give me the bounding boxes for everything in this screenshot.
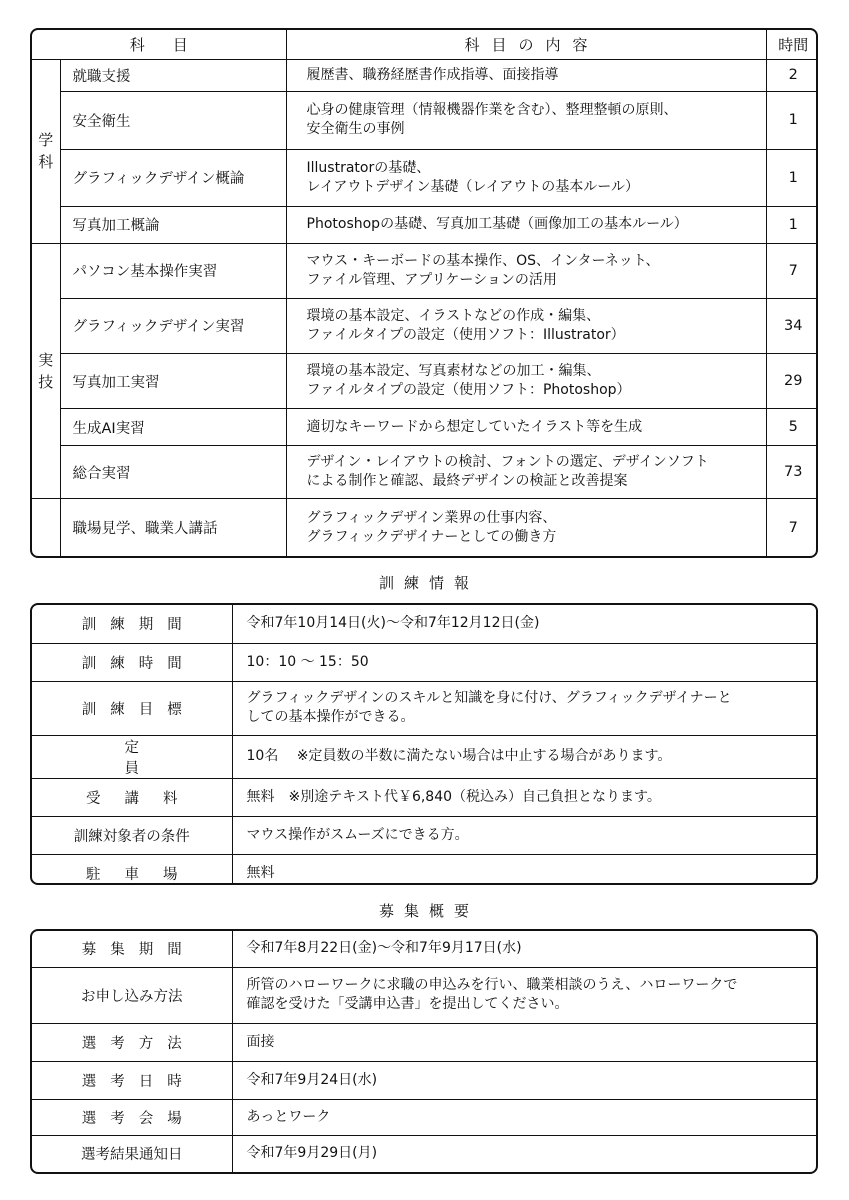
content-cell	[286, 354, 766, 409]
table-row	[32, 243, 818, 298]
training-section-title: 訓練情報	[378, 574, 479, 592]
table-row	[32, 643, 818, 681]
value-cell: マウス操作がスムーズにできる方。	[232, 816, 818, 854]
label-cell: 選考会場	[32, 1099, 232, 1135]
table-row	[32, 149, 818, 206]
content-line: マウス・キーボードの基本操作、OS、インターネット、	[306, 252, 660, 269]
hours-cell: 7	[766, 243, 818, 298]
table-row	[32, 59, 818, 92]
subject-cell: グラフィックデザイン概論	[60, 149, 286, 206]
hours-cell: 34	[766, 298, 818, 353]
subject-cell: 就職支援	[60, 59, 286, 92]
category-jitsugi-label: 実技	[38, 350, 54, 391]
table-row	[32, 92, 818, 149]
category-gakka	[32, 59, 60, 243]
label-cell: 訓練目標	[32, 681, 232, 735]
value-cell: 無料 ※別途テキスト代￥6,840（税込み）自己負担となります。	[232, 778, 818, 816]
content-line: Illustratorの基礎、	[306, 159, 431, 176]
value-cell: 面接	[232, 1023, 818, 1061]
category-jitsugi	[32, 243, 60, 499]
label-cell: 訓練期間	[32, 605, 232, 643]
table-row	[32, 854, 818, 885]
value-cell: 10：10 ～ 15：50	[232, 643, 818, 681]
content-cell: 履歴書、職務経歴書作成指導、面接指導	[286, 59, 766, 92]
content-line: グラフィックデザイナーとしての働き方	[306, 528, 557, 545]
value-cell: 令和7年9月24日(水)	[232, 1061, 818, 1099]
content-line: 環境の基本設定、写真素材などの加工・編集、	[306, 363, 601, 380]
content-line: デザイン・レイアウトの検討、フォントの選定、デザインソフト	[306, 454, 709, 471]
subject-cell: 総合実習	[60, 446, 286, 499]
subject-cell: パソコン基本操作実習	[60, 243, 286, 298]
label-cell: 訓練対象者の条件	[32, 816, 232, 854]
label-cell: 訓練時間	[32, 643, 232, 681]
label-cell: 選考方法	[32, 1023, 232, 1061]
content-cell: Photoshopの基礎、写真加工基礎（画像加工の基本ルール）	[286, 206, 766, 243]
label-cell: 駐車場	[32, 854, 232, 885]
label-cell: 受講料	[32, 778, 232, 816]
value-cell: 令和7年10月14日(火)～令和7年12月12日(金)	[232, 605, 818, 643]
recruitment-info-table	[30, 929, 818, 1174]
category-gakka-label: 学科	[38, 131, 54, 172]
content-line: ファイルタイプの設定（使用ソフト：Illustrator）	[306, 326, 625, 343]
subject-cell: 写真加工概論	[60, 206, 286, 243]
table-row	[32, 967, 818, 1023]
subject-cell: グラフィックデザイン実習	[60, 298, 286, 353]
table-row	[32, 1061, 818, 1099]
header-subject: 科目	[32, 30, 286, 59]
table-row	[32, 354, 818, 409]
content-line: による制作と確認、最終デザインの検証と改善提案	[306, 473, 628, 490]
hours-cell: 29	[766, 354, 818, 409]
table-row	[32, 1023, 818, 1061]
content-line: 心身の健康管理（情報機器作業を含む）、整理整頓の原則、	[306, 102, 678, 119]
curriculum-table	[30, 28, 818, 558]
value-cell: あっとワーク	[232, 1099, 818, 1135]
value-line: 所管のハローワークに求職の申込みを行い、職業相談のうえ、ハローワークで	[246, 977, 738, 993]
table-row	[32, 778, 818, 816]
table-row	[32, 816, 818, 854]
subject-cell: 職場見学、職業人講話	[60, 499, 286, 556]
curriculum-header-row	[32, 30, 818, 59]
subject-cell: 安全衛生	[60, 92, 286, 149]
header-content: 科目の内容	[286, 30, 766, 59]
label-cell: お申し込み方法	[32, 967, 232, 1023]
content-cell	[286, 298, 766, 353]
table-row	[32, 446, 818, 499]
content-line: 環境の基本設定、イラストなどの作成・編集、	[306, 307, 601, 324]
category-empty	[32, 499, 60, 556]
table-row	[32, 1099, 818, 1135]
recruitment-section-title: 募集概要	[378, 902, 479, 920]
content-cell: 適切なキーワードから想定していたイラスト等を生成	[286, 409, 766, 446]
content-line: レイアウトデザイン基礎（レイアウトの基本ルール）	[306, 178, 640, 195]
value-cell: 令和7年8月22日(金)～令和7年9月17日(水)	[232, 931, 818, 967]
table-row	[32, 499, 818, 556]
content-line: グラフィックデザイン業界の仕事内容、	[306, 509, 557, 526]
hours-cell: 1	[766, 206, 818, 243]
label-cell: 選考日時	[32, 1061, 232, 1099]
value-cell	[232, 967, 818, 1023]
content-line: ファイルタイプの設定（使用ソフト：Photoshop）	[306, 382, 631, 399]
value-line: 確認を受けた「受講申込書」を提出してください。	[246, 996, 569, 1012]
content-line: 安全衛生の事例	[306, 121, 405, 138]
table-row	[32, 681, 818, 735]
value-line: しての基本操作ができる。	[246, 709, 415, 725]
label-cell: 募集期間	[32, 931, 232, 967]
table-row	[32, 298, 818, 353]
table-row	[32, 1135, 818, 1172]
subject-cell: 生成AI実習	[60, 409, 286, 446]
content-cell	[286, 92, 766, 149]
hours-cell: 7	[766, 499, 818, 556]
table-row	[32, 735, 818, 778]
table-row	[32, 206, 818, 243]
content-cell	[286, 499, 766, 556]
hours-cell: 73	[766, 446, 818, 499]
value-cell	[232, 681, 818, 735]
value-line: グラフィックデザインのスキルと知識を身に付け、グラフィックデザイナーと	[246, 690, 732, 706]
hours-cell: 5	[766, 409, 818, 446]
table-row	[32, 605, 818, 643]
content-cell	[286, 243, 766, 298]
value-cell: 10名 ※定員数の半数に満たない場合は中止する場合があります。	[232, 735, 818, 778]
table-row	[32, 931, 818, 967]
hours-cell: 1	[766, 149, 818, 206]
label-cell: 定員	[32, 735, 232, 778]
hours-cell: 2	[766, 59, 818, 92]
value-cell: 無料	[232, 854, 818, 885]
training-info-table	[30, 603, 818, 885]
content-cell	[286, 149, 766, 206]
hours-cell: 1	[766, 92, 818, 149]
table-row	[32, 409, 818, 446]
subject-cell: 写真加工実習	[60, 354, 286, 409]
header-hours: 時間	[766, 30, 818, 59]
label-cell: 選考結果通知日	[32, 1135, 232, 1172]
value-cell: 令和7年9月29日(月)	[232, 1135, 818, 1172]
content-cell	[286, 446, 766, 499]
content-line: ファイル管理、アプリケーションの活用	[306, 271, 557, 288]
